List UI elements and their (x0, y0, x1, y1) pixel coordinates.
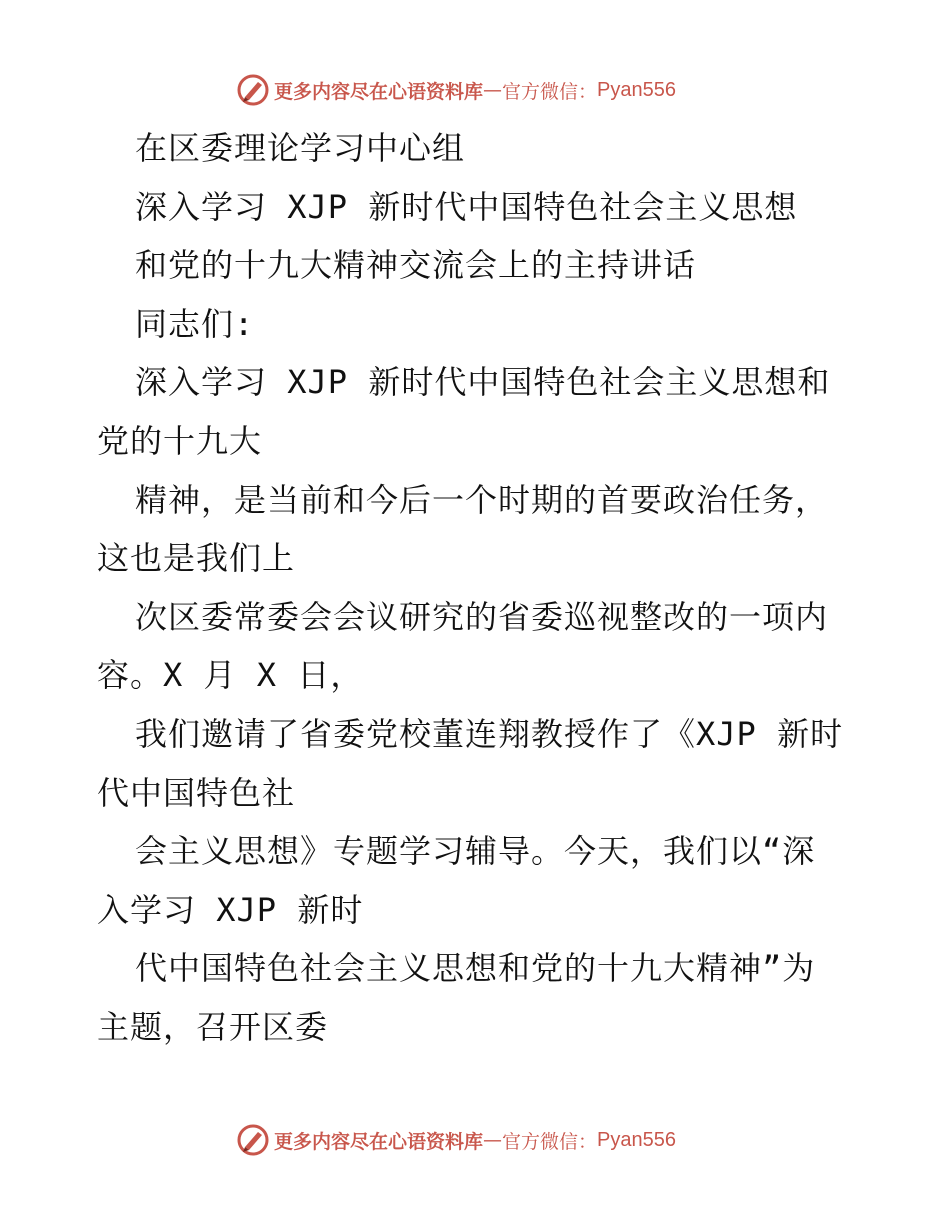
paragraph-line: 精神，是当前和今后一个时期的首要政治任务， (135, 480, 829, 519)
paragraph-line: 代中国特色社 (97, 773, 296, 812)
pen-logo-icon (236, 1123, 270, 1157)
paragraph-line: 次区委常委会会议研究的省委巡视整改的一项内 (135, 597, 829, 636)
watermark-separator: — (483, 79, 503, 101)
header-watermark (236, 72, 716, 108)
paragraph-line: 入学习 XJP 新时 (97, 890, 364, 929)
watermark-site-text: 更多内容尽在心语资料库 (274, 80, 484, 103)
watermark-contact-label: 官方微信： (502, 1130, 598, 1153)
footer-watermark (236, 1122, 716, 1158)
paragraph-line: 主题，召开区委 (97, 1007, 329, 1046)
watermark-contact-id: Pyan556 (597, 78, 676, 101)
pen-logo-icon (236, 73, 270, 107)
title-line-2: 深入学习 XJP 新时代中国特色社会主义思想 (135, 187, 798, 226)
paragraph-line: 深入学习 XJP 新时代中国特色社会主义思想和 (135, 363, 831, 402)
watermark-site-text: 更多内容尽在心语资料库 (274, 1130, 484, 1153)
watermark-separator: — (483, 1129, 503, 1151)
title-line-3: 和党的十九大精神交流会上的主持讲话 (135, 246, 697, 285)
watermark-contact-label: 官方微信： (502, 80, 598, 103)
title-line-1: 在区委理论学习中心组 (135, 129, 466, 167)
paragraph-line: 会主义思想》专题学习辅导。今天，我们以“深 (135, 832, 816, 871)
paragraph-line: 容。X 月 X 日， (97, 656, 364, 695)
watermark-contact-id: Pyan556 (597, 1128, 676, 1151)
salutation: 同志们: (135, 304, 255, 343)
paragraph-line: 党的十九大 (97, 421, 263, 460)
paragraph-line: 我们邀请了省委党校董连翔教授作了《XJP 新时 (135, 714, 844, 753)
paragraph-line: 这也是我们上 (97, 539, 296, 578)
paragraph-line: 代中国特色社会主义思想和党的十九大精神”为 (135, 949, 816, 988)
document-body (97, 119, 857, 1057)
